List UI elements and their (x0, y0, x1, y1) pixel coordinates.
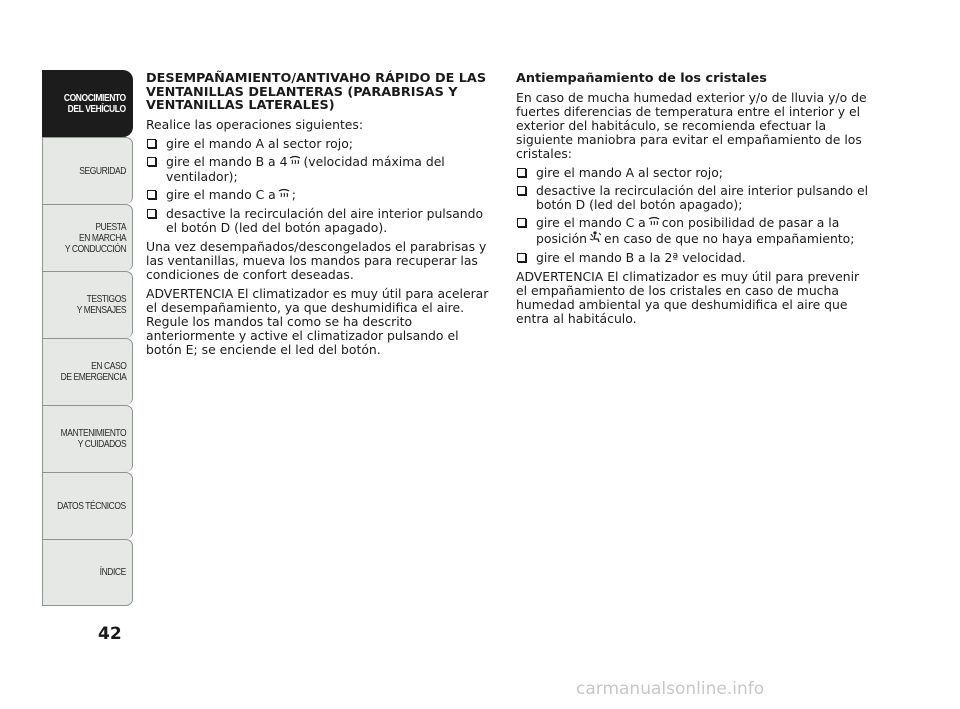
list-item-text: gire el mando A al sector rojo; (166, 135, 353, 151)
windshield-defrost-icon (648, 216, 660, 231)
steps-list (146, 137, 498, 235)
checkbox-bullet-icon (147, 190, 156, 199)
list-item (516, 251, 874, 265)
tab-label: ÍNDICE (99, 567, 126, 578)
tab-label: TESTIGOS Y MENSAJES (76, 294, 126, 316)
section-heading: DESEMPAÑAMIENTO/ANTIVAHO RÁPIDO DE LAS VENTANILLAS DELANTERAS (PARABRISAS Y VENTANILLAS LATERALES) (146, 71, 487, 114)
right-column (516, 72, 874, 331)
checkbox-bullet-icon (147, 157, 156, 166)
list-item (146, 155, 498, 184)
paragraph: Una vez desempañados/descongelados el parabrisas y las ventanillas, mueva los mandos para recuperar las condiciones de confort deseadas. (146, 238, 487, 282)
checkbox-bullet-icon (517, 168, 526, 177)
list-item (516, 184, 874, 212)
tab-mantenimiento[interactable] (42, 405, 133, 472)
paragraph: En caso de mucha humedad exterior y/o de lluvia y/o de fuertes diferencias de temperatura entre el interior y el exterior del habitáculo, se recomienda efectuar la siguiente maniobra para evitar el empañamiento de los cristales: (516, 90, 867, 161)
tab-label: EN CASO DE EMERGENCIA (60, 361, 126, 383)
list-item-text: ; (291, 186, 296, 202)
feet-windshield-airflow-icon (589, 231, 602, 247)
windshield-defrost-icon (289, 155, 301, 170)
list-item (516, 216, 874, 247)
tab-label: CONOCIMIENTO DEL VEHÍCULO (64, 93, 126, 115)
list-item-text: gire el mando B a 4 (166, 153, 288, 169)
checkbox-bullet-icon (517, 186, 526, 195)
section-heading: Antiempañamiento de los cristales (516, 71, 767, 86)
checkbox-bullet-icon (517, 218, 526, 227)
intro-text: Realice las operaciones siguientes: (146, 116, 364, 132)
list-item (146, 188, 498, 203)
tab-label: PUESTA EN MARCHA Y CONDUCCIÓN (64, 221, 126, 255)
list-item (146, 137, 498, 151)
list-item-text: gire el mando C a (166, 186, 276, 202)
left-column (146, 72, 498, 362)
tab-datos-tecnicos[interactable] (42, 472, 133, 539)
list-item-text: (velocidad máxima del ventilador); (166, 153, 445, 184)
tab-puesta-en-marcha[interactable] (42, 204, 133, 271)
tab-label: SEGURIDAD (79, 165, 126, 177)
list-item-text: gire el mando A al sector rojo; (536, 165, 723, 180)
page-number: 42 (98, 624, 122, 644)
list-item-text: gire el mando C a (536, 215, 646, 230)
tab-seguridad[interactable] (42, 137, 133, 204)
section-tabs (42, 70, 133, 606)
warning-paragraph: ADVERTENCIA El climatizador es muy útil para prevenir el empañamiento de los cristales en caso de mucha humedad ambiental ya que deshumidifica el aire que entra al habitáculo. (516, 269, 860, 326)
list-item-text: en caso de que no haya empañamiento; (604, 231, 855, 246)
tab-label: MANTENIMIENTO Y CUIDADOS (60, 428, 126, 450)
list-item-text: gire el mando B a la 2ª velocidad. (536, 250, 746, 265)
warning-paragraph: ADVERTENCIA El climatizador es muy útil para acelerar el desempañamiento, ya que deshumidifica el aire. Regule los mandos tal como se ha descrito anteriormente y active el climatizador pulsando el botón E; se enciende el led del botón. (146, 285, 489, 357)
list-item (516, 166, 874, 180)
tab-conocimiento-del-vehiculo[interactable] (42, 70, 133, 137)
checkbox-bullet-icon (147, 139, 156, 148)
tab-indice[interactable] (42, 539, 133, 606)
checkbox-bullet-icon (147, 209, 156, 218)
windshield-defrost-icon (278, 188, 290, 203)
tab-label: DATOS TÉCNICOS (57, 500, 126, 512)
list-item-text: desactive la recirculación del aire interior pulsando el botón D (led del botón apagado). (166, 205, 484, 235)
tab-en-caso-de-emergencia[interactable] (42, 338, 133, 405)
steps-list (516, 166, 874, 265)
watermark-text: carmanualsonline.info (576, 679, 765, 699)
list-item-text: desactive la recirculación del aire interior pulsando el botón D (led del botón apagado); (536, 183, 869, 212)
list-item (146, 207, 498, 235)
tab-testigos-y-mensajes[interactable] (42, 271, 133, 338)
checkbox-bullet-icon (517, 253, 526, 262)
list-item-text: con posibilidad de pasar a la posición (536, 215, 840, 246)
